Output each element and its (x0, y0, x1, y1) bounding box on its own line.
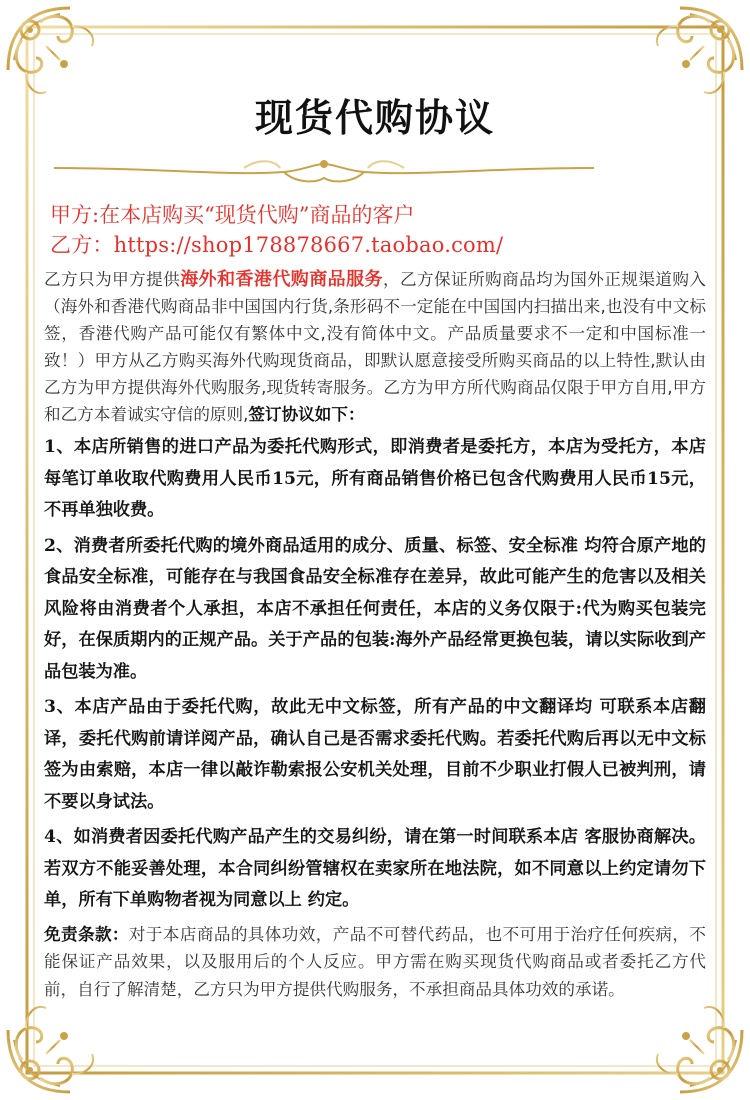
intro-body-text: ，乙方保证所购商品均为国外正规渠道购入（海外和香港代购商品非中国国内行货,条形码不一定能在中国国内扫描出来,也没有中文标签，香港代购产品可能仅有繁体中文,没有简体中文。产品质量要求不一定和中国标准一致！）甲方从乙方购买海外代购现货商品，即默认愿意接受所购买商品的以上特性,默认由乙方为甲方提供海外代购服务,现货转寄服务。乙方为甲方所代购商品仅限于甲方自用,甲方和乙方本着诚实守信的原则, (44, 270, 707, 424)
disclaimer-text: 对于本店商品的具体功效，产品不可替代药品，也不可用于治疗任何疾病，不能保证产品效果，以及服用后的个人反应。甲方需在购买现货代购商品或者委托乙方代前，自行了解清楚，乙方只为甲方提供代购服务，不承担商品具体功效的承诺。 (44, 924, 706, 999)
intro-highlight-text: 海外和香港代购商品服务 (180, 269, 383, 290)
clause-2: 2、消费者所委托代购的境外商品适用的成分、质量、标签、安全标准 均符合原产地的食品安全标准，可能存在与我国食品安全标准存在差异，故此可能产生的危害以及相关风险将由消费者个人承担，本店不承担任何责任，本店的义务仅限于:代为购买包装完好，在保质期内的正规产品。关于产品的包装:海外产品经常更换包装，请以实际收到产 品包装为准。 (44, 535, 706, 682)
clause-3: 3、本店产品由于委托代购，故此无中文标签，所有产品的中文翻译均 可联系本店翻译，委托代购前请详阅产品，确认自己是否需求委托代购。若委托代购后再以无中文标签为由索赔，本店一律以敲诈勒索报公安机关处理，目前不少职业打假人已被判刑，请不要以身试法。 (44, 697, 706, 812)
title-ornament-divider (44, 148, 604, 188)
disclaimer-paragraph (44, 921, 706, 1004)
agreement-body (44, 74, 706, 1003)
page-title: 现货代购协议 (254, 96, 495, 140)
intro-pre-text: 乙方只为甲方提供 (44, 270, 181, 289)
intro-paragraph (44, 266, 706, 428)
party-b-line: 乙方：https://shop178878667.taobao.com/ (50, 233, 504, 257)
disclaimer-label: 免责条款： (44, 924, 129, 944)
party-a-line: 甲方:在本店购买“现货代购”商品的客户 (50, 203, 415, 227)
clause-4: 4、如消费者因委托代购产品产生的交易纠纷，请在第一时间联系本店 客服协商解决。若双方不能妥善处理，本合同纠纷管辖权在卖家所在地法院，如不同意以上约定请勿下单，所有下单购物者视为同意以上 约定。 (44, 827, 706, 910)
intro-emphasis-text: 签订协议如下： (248, 405, 365, 424)
clause-1: 1、本店所销售的进口产品为委托代购形式，即消费者是委托方，本店为受托方，本店每笔订单收取代购费用人民币15元，所有商品销售价格已包含代购费用人民币15元，不再单独收费。 (44, 437, 706, 520)
